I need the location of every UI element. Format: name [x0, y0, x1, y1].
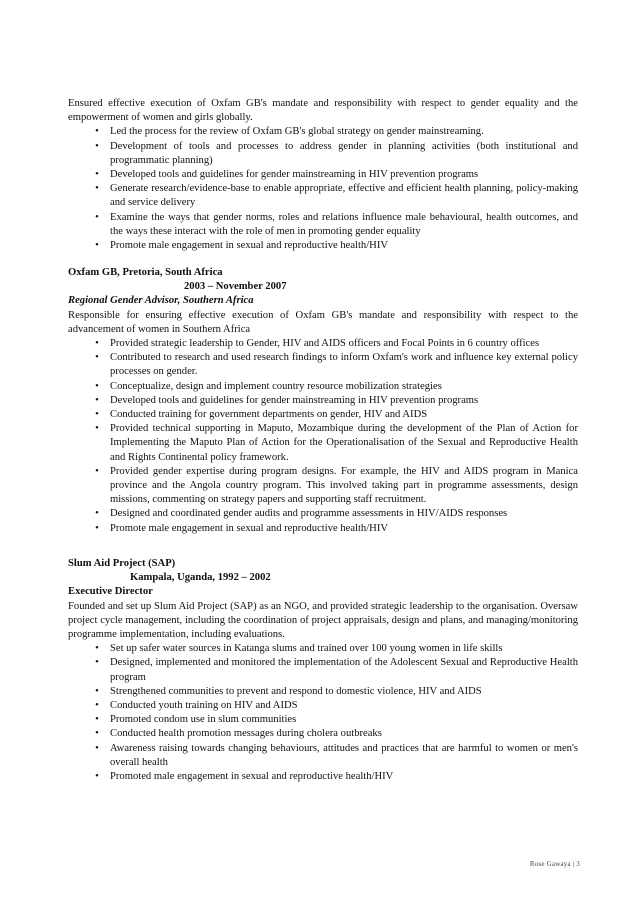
list-item: [68, 642, 578, 656]
page-number: 3: [576, 860, 580, 868]
list-item-text: Developed tools and guidelines for gender mainstreaming in HIV prevention programs: [110, 169, 479, 181]
bullet-icon: •: [95, 508, 99, 520]
list-item-text: Development of tools and processes to address gender in planning activities (both institutional and programmatic planning): [110, 140, 578, 166]
list-item-text: Designed, implemented and monitored the implementation of the Adolescent Sexual and Reproductive Health program: [110, 657, 578, 683]
bullet-icon: •: [95, 657, 99, 669]
list-item: [68, 522, 578, 536]
employment-dates: 2003 – November 2007: [184, 281, 287, 293]
list-item-text: Promote male engagement in sexual and reproductive health/HIV: [110, 240, 388, 252]
bullet-icon: •: [95, 140, 99, 152]
bullet-list: [68, 642, 578, 784]
bullet-icon: •: [95, 728, 99, 740]
bullet-icon: •: [95, 643, 99, 655]
list-item: [68, 380, 578, 394]
list-item-text: Examine the ways that gender norms, roles and relations influence male behavioural, health outcomes, and the ways these interact with the role of men in promoting gender equality: [110, 211, 578, 237]
list-item: [68, 351, 578, 379]
list-item: [68, 125, 578, 139]
list-item: [68, 465, 578, 508]
list-item-text: Generate research/evidence-base to enable appropriate, effective and efficient health planning, policy-making and service delivery: [110, 183, 578, 209]
list-item: [68, 713, 578, 727]
bullet-icon: •: [95, 742, 99, 754]
bullet-icon: •: [95, 183, 99, 195]
bullet-icon: •: [95, 211, 99, 223]
bullet-icon: •: [95, 394, 99, 406]
section-intro: Responsible for ensuring effective execution of Oxfam GB's mandate and responsibility with respect to the advancement of women in Southern Africa: [68, 309, 578, 335]
section-oxfam-global: [68, 97, 578, 253]
list-item-text: Conducted training for government departments on gender, HIV and AIDS: [110, 409, 428, 421]
job-title: Regional Gender Advisor, Southern Africa: [68, 295, 254, 307]
list-item-text: Promoted condom use in slum communities: [110, 714, 297, 726]
list-item: [68, 507, 578, 521]
bullet-icon: •: [95, 352, 99, 364]
bullet-icon: •: [95, 380, 99, 392]
bullet-icon: •: [95, 465, 99, 477]
bullet-icon: •: [95, 700, 99, 712]
list-item-text: Promote male engagement in sexual and reproductive health/HIV: [110, 522, 388, 534]
author-name: Rose Gawaya: [529, 860, 571, 868]
list-item: [68, 685, 578, 699]
list-item: [68, 337, 578, 351]
list-item: [68, 408, 578, 422]
footer-separator: |: [572, 860, 575, 868]
bullet-icon: •: [95, 409, 99, 421]
list-item-text: Awareness raising towards changing behaviours, attitudes and practices that are harmful to women or men's overall health: [110, 742, 578, 768]
bullet-icon: •: [95, 771, 99, 783]
list-item: [68, 239, 578, 253]
list-item-text: Contributed to research and used research findings to inform Oxfam's work and influence key external policy processes on gender.: [110, 352, 578, 378]
list-item-text: Set up safer water sources in Katanga slums and trained over 100 young women in life skills: [110, 643, 503, 655]
list-item: [68, 168, 578, 182]
bullet-icon: •: [95, 169, 99, 181]
bullet-icon: •: [95, 714, 99, 726]
list-item-text: Developed tools and guidelines for gender mainstreaming in HIV prevention programs: [110, 394, 479, 406]
list-item: [68, 211, 578, 239]
bullet-icon: •: [95, 522, 99, 534]
employer-name: Oxfam GB, Pretoria, South Africa: [68, 267, 223, 278]
bullet-list: [68, 125, 578, 253]
bullet-list: [68, 337, 578, 536]
list-item: [68, 656, 578, 684]
section-intro: Ensured effective execution of Oxfam GB's mandate and responsibility with respect to gender equality and the empowerment of women and girls globally.: [68, 98, 578, 124]
list-item: [68, 182, 578, 210]
employment-location-dates: Kampala, Uganda, 1992 – 2002: [130, 572, 271, 584]
list-item-text: Conducted youth training on HIV and AIDS: [110, 700, 298, 712]
bullet-icon: •: [95, 685, 99, 697]
section-intro: Founded and set up Slum Aid Project (SAP) as an NGO, and provided strategic leadership to the organisation. Oversaw project cycle management, including the coordination of project appraisals, design and plans, and managing/monitoring programme implementation, including evaluations.: [68, 600, 578, 641]
list-item: [68, 422, 578, 465]
employer-name: Slum Aid Project (SAP): [68, 558, 176, 569]
list-item: [68, 727, 578, 741]
list-item-text: Designed and coordinated gender audits and programme assessments in HIV/AIDS responses: [110, 508, 508, 520]
job-title: Executive Director: [68, 586, 153, 598]
page-footer: [530, 857, 580, 871]
list-item: [68, 699, 578, 713]
section-slum-aid: [68, 557, 578, 784]
bullet-icon: •: [95, 423, 99, 435]
list-item: [68, 742, 578, 770]
list-item-text: Led the process for the review of Oxfam GB's global strategy on gender mainstreaming.: [110, 126, 484, 138]
list-item: [68, 140, 578, 168]
list-item-text: Promoted male engagement in sexual and reproductive health/HIV: [110, 771, 394, 783]
list-item: [68, 770, 578, 784]
list-item-text: Provided strategic leadership to Gender, HIV and AIDS officers and Focal Points in 6 country offices: [110, 338, 540, 350]
list-item-text: Provided technical supporting in Maputo, Mozambique during the development of the Plan of Action for Implementing the Maputo Plan of Action for the Operationalisation of the Sexual and Reproductive Health and Rights Continental policy framework.: [110, 423, 578, 463]
list-item: [68, 394, 578, 408]
bullet-icon: •: [95, 338, 99, 350]
section-oxfam-pretoria: [68, 266, 578, 536]
bullet-icon: •: [95, 240, 99, 252]
list-item-text: Provided gender expertise during program designs. For example, the HIV and AIDS program in Manica province and the Angola country program. This involved taking part in programme assessments, design missions, commenting on strategy papers and supporting staff recruitment.: [110, 465, 578, 506]
list-item-text: Strengthened communities to prevent and respond to domestic violence, HIV and AIDS: [110, 685, 482, 697]
list-item-text: Conceptualize, design and implement country resource mobilization strategies: [110, 380, 442, 392]
list-item-text: Conducted health promotion messages during cholera outbreaks: [110, 728, 382, 740]
bullet-icon: •: [95, 126, 99, 138]
